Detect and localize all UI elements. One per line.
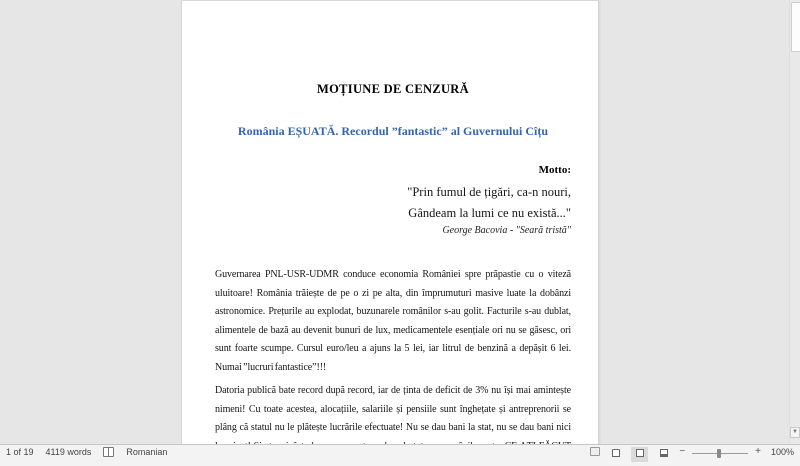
zoom-out-button[interactable]: − [679,446,686,457]
document-subtitle: România EȘUATĂ. Recordul ”fantastic” al Guvernului Cîțu [237,124,549,138]
read-mode-button[interactable] [607,447,624,462]
paragraph-line: sunt foarte scumpe. Cursul euro/leu a ajuns la 5 lei, iar litrul de benzină a depășit 6 lei. [215,343,571,354]
vertical-scrollbar[interactable] [789,0,800,444]
web-layout-icon [660,449,668,457]
paragraph-line: Guvernarea PNL-USR-UDMR conduce economia României spre prăpastie cu o viteză [215,269,571,280]
paragraph-line: Numai ”lucruri fantastice”!!! [215,361,327,373]
status-bar-right [590,447,796,462]
paragraph-line: Datoria publică bate record după record, iar de ținta de deficit de 3% nu își mai amintește [215,385,571,396]
paragraph-line: plâng că statul nu le plătește lucrările efectuate! Nu se dau bani la stat, nu se dau bani nici [215,422,571,433]
motto-quote-line: Gândeam la lumi ce nu există..." [408,206,571,220]
motto-quote-line: "Prin fumul de țigări, ca-n nouri, [407,185,571,199]
chevron-down-icon: ▼ [792,429,798,435]
print-layout-icon [636,449,644,457]
zoom-percentage[interactable]: 100% [770,447,794,457]
scroll-down-button[interactable] [790,427,800,438]
paragraph-line: uluitoare! România trăiește de pe o zi pe alta, din împrumuturi masive luate la dobânzi [215,287,571,299]
motto-block [215,163,571,237]
scrollbar-thumb[interactable] [791,2,800,52]
proofing-status[interactable] [103,447,114,457]
paragraph-line: alimentele de bază au devenit bunuri de lux, medicamentele esențiale ori nu se găsesc, ori [215,324,571,336]
page-indicator[interactable]: 1 of 19 [6,447,34,457]
motto-attribution: George Bacovia - "Seară tristă" [442,225,571,236]
word-count[interactable]: 4119 words [45,447,92,457]
zoom-slider-thumb[interactable] [717,449,721,458]
status-indicator-icon[interactable] [590,447,600,456]
read-mode-icon [612,449,620,457]
document-title: MOȚIUNE DE CENZURĂ [317,82,469,96]
motto-label: Motto: [538,164,571,176]
zoom-slider[interactable] [692,447,748,461]
paragraph-1 [215,266,571,377]
language-indicator[interactable]: Romanian [126,447,168,457]
zoom-in-button[interactable]: + [755,446,761,457]
paragraph-line: nimeni! Cu toate acestea, alocațiile, salariile și pensiile sunt înghețate și antreprenorii se [215,403,571,415]
status-bar-left [6,447,167,457]
paragraph-line: astronomice. Prețurile au explodat, buzunarele românilor s-au golit. Facturile s-au dublat, [215,306,571,317]
status-bar [0,444,800,466]
document-page[interactable] [181,0,599,460]
proofing-book-icon [103,447,114,457]
web-layout-button[interactable] [655,447,672,462]
print-layout-button[interactable] [631,447,648,462]
